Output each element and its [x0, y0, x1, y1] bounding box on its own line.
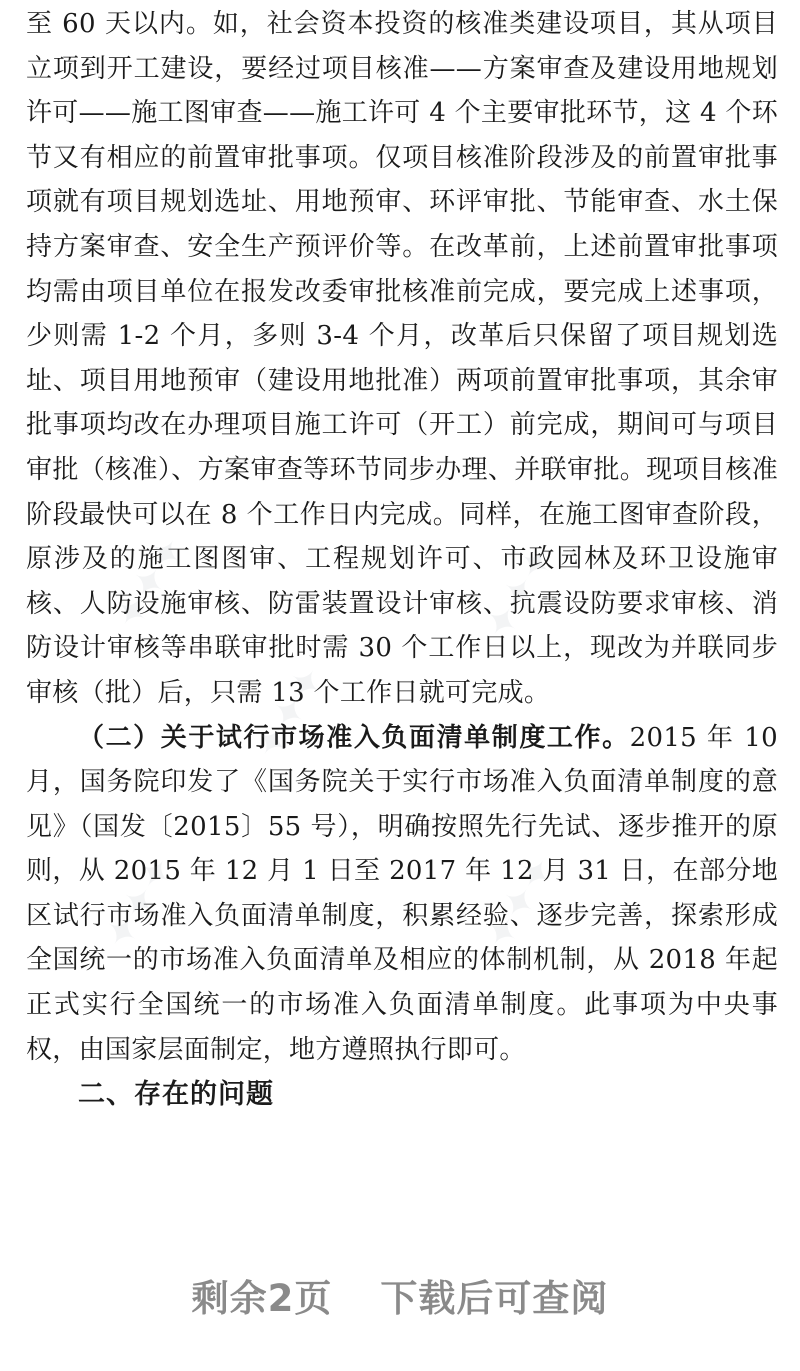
remaining-pages-label: 剩余2页	[191, 1277, 333, 1320]
watermark-icon: ✦✦✦	[105, 527, 196, 639]
section-subheading: （二）关于试行市场准入负面清单制度工作。	[78, 722, 630, 753]
section-heading-problems: 二、存在的问题	[78, 1079, 274, 1111]
download-prompt-banner[interactable]	[0, 1268, 800, 1322]
paragraph-negative-list	[26, 716, 778, 1073]
watermark-icon: ✦✦✦	[475, 847, 566, 959]
watermark-icon: ✦✦✦	[245, 657, 336, 769]
section-body-text: 2015 年 10 月，国务院印发了《国务院关于实行市场准入负面清单制度的意见》（国发〔2015〕55 号），明确按照先行先试、逐步推开的原则，从 2015 年 12 月 1 日至 2017 年 12 月 31 日，在部分地区试行市场准入负面清单制度，积累经验、逐步完善，探索形成全国统一的市场准入负面清单及相应的体制机制，从 2018 年起正式实行全国统一的市场准入负面清单制度。此事项为中央事权，由国家层面制定，地方遵照执行即可。	[26, 722, 778, 1065]
watermark-icon: ✦✦✦	[95, 847, 186, 959]
watermark-icon: ✦✦✦	[475, 537, 566, 649]
download-to-view-label: 下载后可查阅	[380, 1277, 609, 1320]
paragraph-approval-reform: 至 60 天以内。如，社会资本投资的核准类建设项目，其从项目立项到开工建设，要经过项目核准——方案审查及建设用地规划许可——施工图审查——施工许可 4 个主要审批环节，这 4 个环节又有相应的前置审批事项。仅项目核准阶段涉及的前置审批事项就有项目规划选址、用地预审、环评审批、节能审查、水土保持方案审查、安全生产预评价等。在改革前，上述前置审批事项均需由项目单位在报发改委审批核准前完成，要完成上述事项，少则需 1-2 个月，多则 3-4 个月，改革后只保留了项目规划选址、项目用地预审（建设用地批准）两项前置审批事项，其余审批事项均改在办理项目施工许可（开工）前完成，期间可与项目审批（核准）、方案审查等环节同步办理、并联审批。现项目核准阶段最快可以在 8 个工作日内完成。同样，在施工图审查阶段，原涉及的施工图图审、工程规划许可、市政园林及环卫设施审核、人防设施审核、防雷装置设计审核、抗震设防要求审核、消防设计审核等串联审批时需 30 个工作日以上，现改为并联同步审核（批）后，只需 13 个工作日就可完成。	[26, 9, 778, 708]
document-page	[26, 2, 778, 1118]
